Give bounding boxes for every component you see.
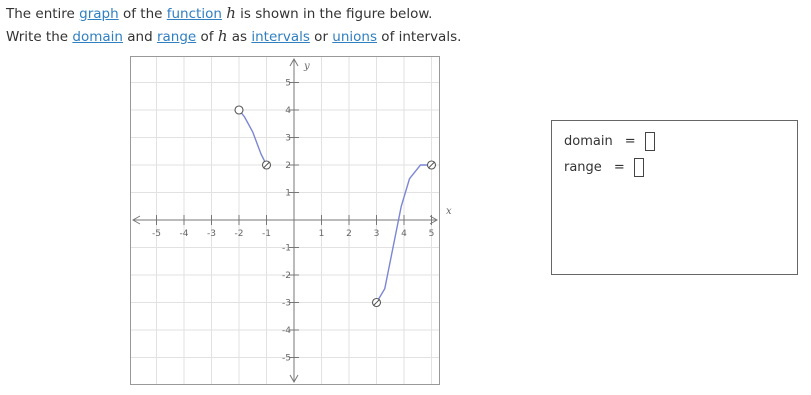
x-tick-label: -5 <box>152 229 161 239</box>
prompt-text: of the <box>118 6 167 22</box>
x-axis-label: x <box>446 206 452 217</box>
y-tick-label: 5 <box>285 78 291 89</box>
y-tick-label: -4 <box>282 326 291 336</box>
link-range[interactable]: range <box>156 29 197 45</box>
y-tick-label: -1 <box>282 243 291 254</box>
x-tick-label: -2 <box>234 229 244 239</box>
x-tick-label: -3 <box>207 229 216 239</box>
range-row <box>564 158 644 177</box>
x-tick-label: -1 <box>262 229 271 239</box>
prompt-text: or <box>309 29 333 45</box>
x-tick-label: 5 <box>428 229 435 239</box>
prompt-line-1 <box>6 2 461 25</box>
question-prompt <box>6 2 461 48</box>
prompt-text: of <box>196 29 218 45</box>
y-tick-label: -3 <box>282 298 291 309</box>
y-tick-label: 4 <box>285 106 291 116</box>
link-intervals[interactable]: intervals <box>251 29 310 45</box>
y-tick-label: 3 <box>285 133 291 144</box>
function-variable: h <box>226 4 236 22</box>
prompt-text: as <box>227 29 252 45</box>
x-tick-label: 2 <box>346 229 352 239</box>
range-equals: = <box>613 160 625 175</box>
domain-equals: = <box>624 134 636 149</box>
y-tick-label: 1 <box>285 188 291 199</box>
prompt-text: Write the <box>6 29 73 45</box>
x-tick-label: 4 <box>401 229 407 239</box>
range-answer-field[interactable] <box>634 158 644 177</box>
prompt-line-2 <box>6 25 461 48</box>
link-graph[interactable]: graph <box>79 6 119 22</box>
link-unions[interactable]: unions <box>332 29 378 45</box>
prompt-text: The entire <box>6 6 80 22</box>
domain-row <box>564 132 655 151</box>
range-label: range <box>564 160 602 175</box>
prompt-text: and <box>122 29 157 45</box>
y-tick-label: -2 <box>282 271 291 281</box>
domain-label: domain <box>564 134 613 149</box>
link-domain[interactable]: domain <box>72 29 123 45</box>
open-endpoint <box>235 106 243 114</box>
function-variable: h <box>217 27 228 45</box>
prompt-text: is shown in the figure below. <box>235 6 433 22</box>
answer-panel <box>551 120 798 275</box>
x-tick-label: 1 <box>318 229 325 239</box>
domain-answer-field[interactable] <box>645 132 655 151</box>
prompt-text: of intervals. <box>377 29 462 45</box>
y-axis-label: y <box>304 61 310 72</box>
x-tick-label: 3 <box>373 229 380 239</box>
y-tick-label: 2 <box>285 161 291 171</box>
function-graph <box>130 56 452 386</box>
link-function[interactable]: function <box>166 6 222 22</box>
y-tick-label: -5 <box>282 353 291 364</box>
x-tick-label: -4 <box>179 229 189 239</box>
